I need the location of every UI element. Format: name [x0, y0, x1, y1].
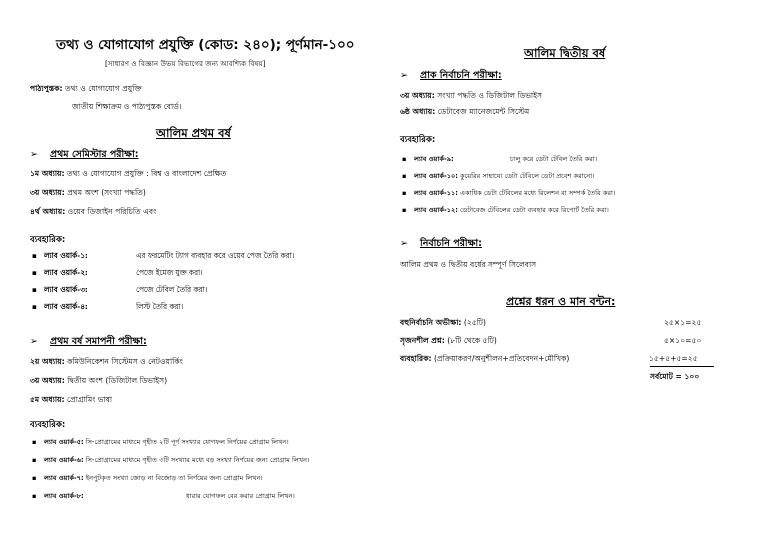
arrow-right-icon: ➢: [400, 70, 408, 81]
marks-row: বহুনির্বাচনি অভীক্ষা: (২৫টি): [400, 318, 486, 327]
marks-value: ১৫+৫+৫=২৫: [649, 354, 698, 363]
total-divider: [650, 366, 714, 367]
lab-item: ▪ ল্যাব ওয়ার্ক-১১: একাধিক ডেটা টেবিলের মধ্যে রিলেশন বা সম্পর্ক তৈরি করা।: [402, 189, 616, 197]
lab-item: ▪ ল্যাব ওয়ার্ক-১২: ডেটাবেজ টেবিলের ডেটা ব্যবহার করে রিপোর্ট তৈরি করা।: [402, 206, 609, 214]
lab-item: ▪ ল্যাব ওয়ার্ক-২: পেজে ইমেজ যুক্ত করা।: [32, 268, 203, 277]
lab-item: ▪ ল্যাব ওয়ার্ক-১০: কুয়েরির সাহায্যে ডেটা টেবিলে ডেটা প্রবেশ করানো।: [402, 172, 595, 180]
lab-item: ▪ ল্যাব ওয়ার্ক-৩: পেজে টেবিল তৈরি করা।: [32, 285, 208, 294]
lab-item: ▪ ল্যাব ওয়ার্ক-৪: লিস্ট তৈরি করা।: [32, 302, 184, 311]
marks-value: ২৫×১=২৫: [664, 318, 702, 327]
lab-item: ▪ ল্যাব ওয়ার্ক-৮: ধারার যোগফল বের করার প্রোগ্রাম লিখন।: [32, 492, 295, 500]
marks-total: সর্বমোট = ১০০: [650, 372, 700, 381]
sem-exam-heading: ➢ প্রথম সেমিস্টার পরীক্ষা:: [30, 149, 139, 160]
chapter-line: ৩য় অধ্যায়: দ্বিতীয় অংশ (ডিজিটাল ডিভাইস): [30, 376, 168, 385]
chapter-line: ১ম অধ্যায়: তথ্য ও যোগাযোগ প্রযুক্তি : বিশ্ব ও বাংলাদেশ প্রেক্ষিত: [30, 169, 227, 178]
lab-item: ▪ ল্যাব ওয়ার্ক-৭: ইনপুটকৃত সংখ্যা জোড় না বিজোড় তা নির্ণয়ের জন্য প্রোগ্রাম লিখন।: [32, 474, 263, 482]
chapter-line: ৬ষ্ঠ অধ্যায়: ডেটাবেজ ম্যানেজমেন্ট সিস্টেম: [400, 107, 530, 116]
arrow-right-icon: ➢: [30, 149, 38, 160]
textbook-label: পাঠ্যপুস্তক:: [30, 84, 63, 93]
test-text: আলিম প্রথম ও দ্বিতীয় বর্ষের সম্পূর্ণ সিলেবাস: [400, 260, 537, 269]
practical-label: ব্যবহারিক:: [30, 420, 66, 430]
document-subtitle: [সাধারণ ও বিজ্ঞান উভয় বিভাগের জন্য আবশ্যিক বিষয়]: [105, 59, 266, 68]
textbook-publisher: জাতীয় শিক্ষাক্রম ও পাঠ্যপুস্তক বোর্ড।: [72, 102, 182, 111]
marks-heading: প্রশ্নের ধরন ও মান বন্টন:: [506, 295, 616, 308]
lab-item: ▪ ল্যাব ওয়ার্ক-৯: চালু করে ডেটা টেবিল তৈরি করা।: [402, 155, 598, 163]
chapter-line: ২য় অধ্যায়: কমিউনিকেশন সিস্টেমস ও নেটওয়ার্কিং: [30, 357, 183, 366]
final-exam-heading: ➢ প্রথম বর্ষ সমাপনী পরীক্ষা:: [30, 336, 147, 347]
practical-label: ব্যবহারিক:: [30, 235, 66, 245]
marks-row: সৃজনশীল প্রশ্ন: (৮টি থেকে ৫টি): [400, 336, 497, 345]
lab-item: ▪ ল্যাব ওয়ার্ক-৫: সি-প্রোগ্রামের মাধ্যমে গৃহীত ২টি পূর্ণ সংখ্যার যোগফল নির্ণয়ের প্রোগ্রাম লিখন।: [32, 438, 289, 446]
chapter-line: ৪র্থ অধ্যায়: ওয়েব ডিজাইন পরিচিতি এবং: [30, 207, 157, 216]
pretest-heading: ➢ প্রাক নির্বাচনি পরীক্ষা:: [400, 70, 502, 81]
textbook-line: [30, 83, 142, 96]
marks-value: ৫×১০=৫০: [664, 336, 702, 345]
test-heading: ➢ নির্বাচনি পরীক্ষা:: [400, 238, 482, 249]
lab-item: ▪ ল্যাব ওয়ার্ক-৬: সি-প্রোগ্রামের মাধ্যমে গৃহীত ৩টি সংখ্যার মধ্যে বড় সংখ্যা নির্ণয়ের জন্য প্রোগ্রাম লিখন।: [32, 456, 310, 464]
year2-heading: আলিম দ্বিতীয় বর্ষ: [524, 46, 606, 60]
chapter-line: ৩য় অধ্যায়: সংখ্যা পদ্ধতি ও ডিজিটাল ডিভাইস: [400, 91, 543, 100]
year1-heading: আলিম প্রথম বর্ষ: [156, 126, 231, 140]
textbook-name: তথ্য ও যোগাযোগ প্রযুক্তি: [65, 84, 142, 93]
lab-item: ▪ ল্যাব ওয়ার্ক-১: এর ফরমেটিং ট্যাগ ব্যবহার করে ওয়েব পেজ তৈরি করা।: [32, 251, 295, 260]
practical-label: ব্যবহারিক:: [400, 135, 436, 145]
chapter-line: ৩য় অধ্যায়: প্রথম অংশ (সংখ্যা পদ্ধতি): [30, 188, 146, 197]
marks-row: ব্যবহারিক: (প্রক্রিয়াকরণ/অনুশীলন+প্রতিবেদন+মৌখিক): [400, 354, 570, 363]
arrow-right-icon: ➢: [30, 336, 38, 347]
chapter-line: ৫ম অধ্যায়: প্রোগ্রামিং ভাষা: [30, 395, 113, 404]
document-title: তথ্য ও যোগাযোগ প্রযুক্তি (কোড: ২৪০); পূর্ণমান-১০০: [56, 37, 355, 53]
arrow-right-icon: ➢: [400, 238, 408, 249]
